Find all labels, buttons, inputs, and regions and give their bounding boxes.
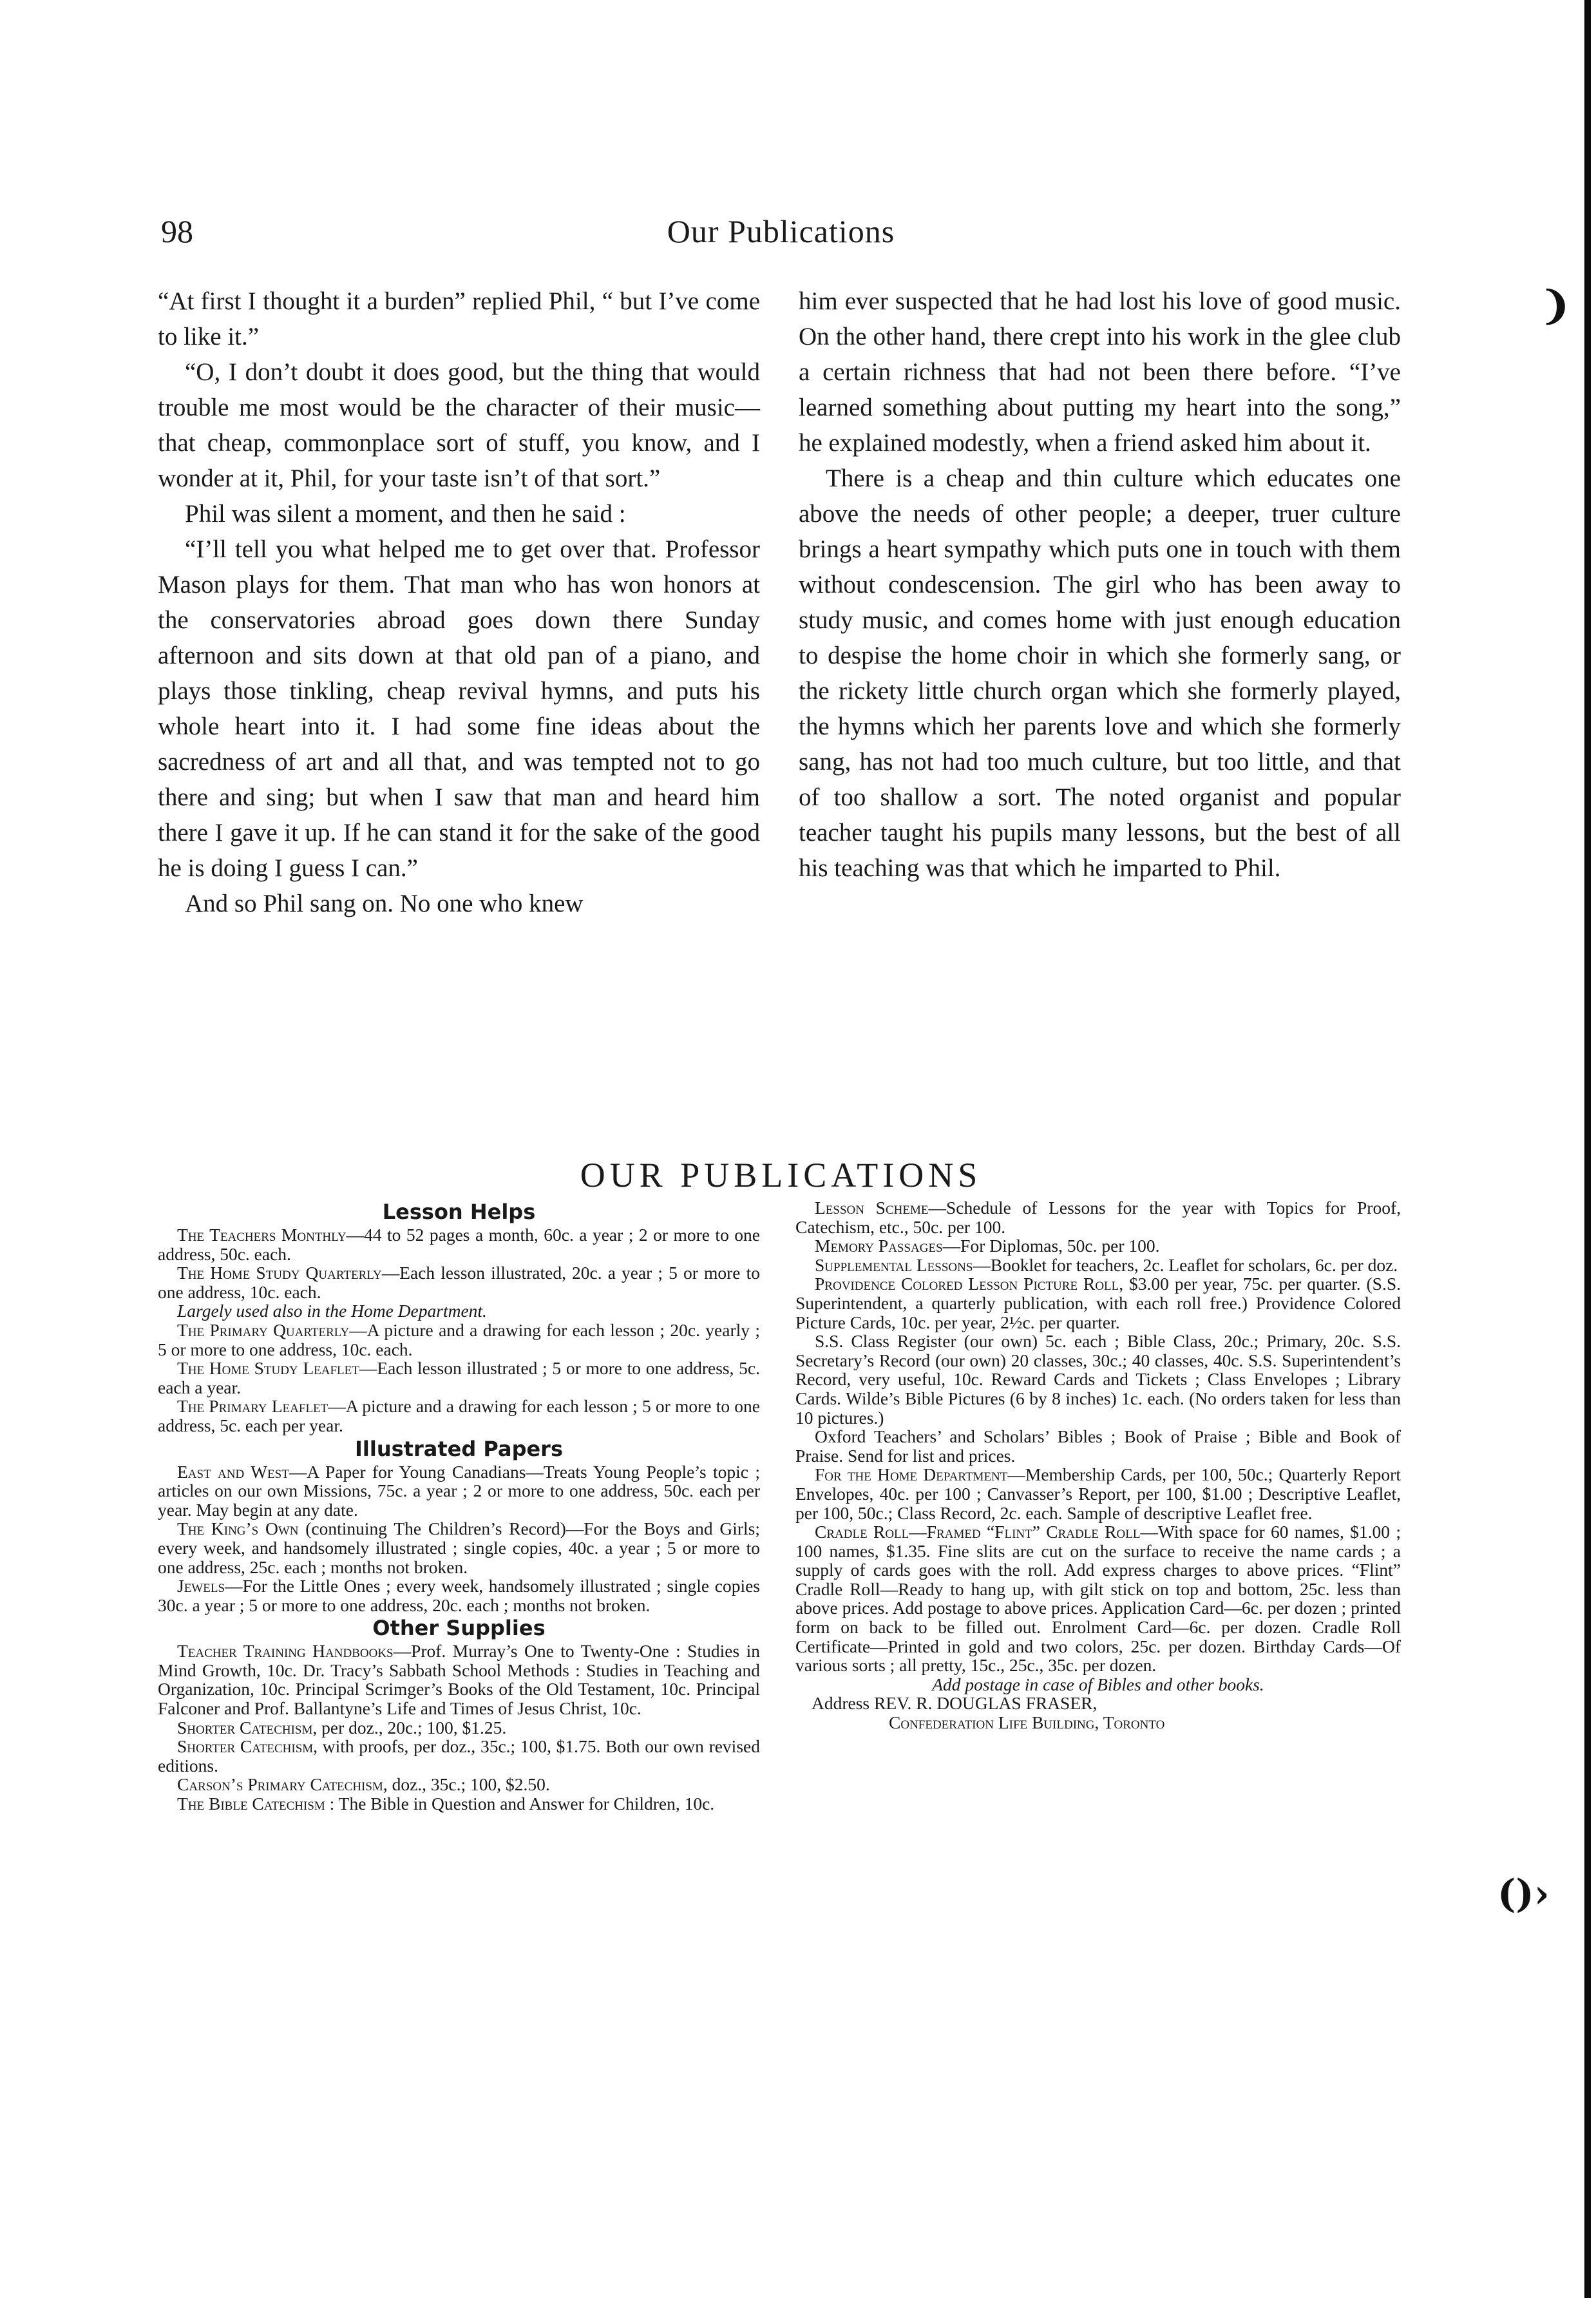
publication-name: Carson’s Primary Catechism [177,1774,383,1795]
page-edge-shadow [1584,0,1591,2298]
publication-name: Jewels [177,1576,225,1596]
publication-entry [158,1263,760,1301]
publication-entry [158,1397,760,1435]
publication-name: Lesson Scheme [815,1198,929,1218]
publication-entry [795,1236,1401,1256]
publication-details: —Membership Cards, per 100, 50c.; Quarterly Report Envelopes, 40c. per 100 ; Canvasser’s Report, per 100, $1.00 ; Descriptive Leaflet, per 100, 50c.; Class Record, 2c. each. Sample of descriptive Leaflet free. [795,1464,1401,1523]
publication-entry [158,1462,760,1520]
story-column-right [799,283,1401,886]
publication-entry [795,1465,1401,1522]
margin-blot-bottom: ()› [1497,1872,1550,1917]
publication-name: The Home Study Quarterly [177,1263,382,1283]
story-paragraph: “I’ll tell you what helped me to get over that. Professor Mason plays for them. That man who has won honors at the conservatories abroad goes down there Sunday afternoon and sits down at that old pan of a piano, and plays those tinkling, cheap revival hymns, and puts his whole heart into it. I had some fine ideas about the sacredness of art and all that, and was tempted not to go there and sing; but when I saw that man and heard him there I gave it up. If he can stand it for the sake of the good he is doing I guess I can.” [158,535,760,882]
publication-entry [158,1794,760,1814]
publication-details: —Prof. Murray’s One to Twenty-One : Studies in Mind Growth, 10c. Dr. Tracy’s Sabbath School Methods : Studies in Teaching and Organization, 10c. Principal Scrimger’s Books of the Old Testament, 10c. Principal Falconer and Prof. Ballantyne’s Life and Times of Jesus Christ, 10c. [158,1641,760,1719]
publication-details: —A picture and a drawing for each lesson ; 20c. yearly ; 5 or more to one address, 10c. each. [158,1319,760,1359]
publication-entry [158,1737,760,1775]
publication-name: The Teachers Monthly [177,1225,347,1245]
address-building: Confederation Life Building, Toronto [889,1712,1165,1733]
publication-entry: Oxford Teachers’ and Scholars’ Bibles ; Book of Praise ; Bible and Book of Praise. Send for list and prices. [795,1426,1401,1466]
publication-entry: S.S. Class Register (our own) 5c. each ; Bible Class, 20c.; Primary, 20c. S.S. Secretary’s Record (our own) 20 classes, 30c.; 40 classes, 40c. S.S. Superintendent’s Record, very useful, 10c. Reward Cards and Tickets ; Class Envelopes ; Library Cards. Wilde’s Bible Pictures (6 by 8 inches) 1c. each. (No orders taken for less than 10 pictures.) [795,1331,1401,1428]
address-line: Address REV. R. DOUGLAS FRASER, [812,1693,1097,1714]
publication-entry [795,1256,1401,1275]
publication-entry [158,1642,760,1718]
publication-name: The Primary Leaflet [177,1396,328,1417]
publication-entry [795,1522,1401,1675]
margin-blot-top: ❩ [1539,283,1572,329]
publication-name: For the Home Department [815,1464,1008,1485]
section-title: OUR PUBLICATIONS [580,1156,982,1194]
publication-details: —For the Little Ones ; every week, handsomely illustrated ; single copies 30c. a year ; 5 or more to one address, 20c. each ; months not broken. [158,1576,760,1615]
publication-name: Supplemental Lessons [815,1254,973,1275]
publication-name: The King’s Own [177,1518,299,1539]
story-paragraph: There is a cheap and thin culture which educates one above the needs of other people; a deeper, truer culture brings a heart sympathy which puts one in touch with them without condescension. The girl who has been away to study music, and comes home with just enough education to despise the home choir in which she formerly sang, or the rickety little church organ which she formerly played, the hymns which her parents love and which she formerly sang, has not had too much culture, but too little, and that of too shallow a sort. The noted organist and popular teacher taught his pupils many lessons, but the best of all his teaching was that which he imparted to Phil. [799,464,1401,882]
publication-entry [158,1718,760,1738]
publication-details: —44 to 52 pages a month, 60c. a year ; 2 or more to one address, 50c. each. [158,1225,760,1264]
publication-details: —A picture and a drawing for each lesson ; 5 or more to one address, 5c. each per year. [158,1396,760,1435]
page-number: 98 [161,213,193,249]
publication-details: , $3.00 per year, 75c. per quarter. (S.S. Superintendent, a quarterly publication, with each roll free.) Providence Colored Picture Cards, 10c. per year, 2½c. per quarter. [795,1274,1401,1332]
story-paragraph: “At first I thought it a burden” replied Phil, “ but I’ve come to like it.” [158,287,760,350]
publication-entry [795,1274,1401,1332]
publications-subheading: Other Supplies [372,1616,546,1641]
publication-name: Shorter Catechism [177,1736,314,1757]
publication-name: Shorter Catechism [177,1717,313,1738]
publication-name: Teacher Training Handbooks [177,1641,394,1661]
publication-name: Providence Colored Lesson Picture Roll [815,1274,1119,1294]
publication-entry [795,1198,1401,1236]
publication-details: —With space for 60 names, $1.00 ; 100 names, $1.35. Fine slits are cut on the surface to receive the name cards ; a supply of cards goes with the roll. Add express charges to above prices. “Flint” Cradle Roll—Ready to hang up, with gilt stick on top and bottom, 25c. less than above prices. Add postage to above prices. Application Card—6c. per dozen ; printed form on back to be filled out. Enrolment Card—6c. per dozen. Cradle Roll Certificate—Printed in gold and two colors, 25c. per dozen. Birthday Cards—Of various sorts ; all pretty, 15c., 25c., 35c. per dozen. [795,1522,1401,1676]
page-header [161,213,1401,258]
publication-name: East and West [177,1461,289,1482]
publication-entry [158,1321,760,1359]
publications-column-left [158,1198,760,1814]
publication-entry [158,1225,760,1263]
publications-subheading: Illustrated Papers [354,1436,563,1461]
running-head: Our Publications [667,213,895,249]
publication-details: —Booklet for teachers, 2c. Leaflet for scholars, 6c. per doz. [973,1254,1398,1275]
publication-entry [158,1576,760,1614]
publication-details: —For Diplomas, 50c. per 100. [942,1236,1160,1256]
story-paragraph: And so Phil sang on. No one who knew [185,890,584,917]
publication-note: Largely used also in the Home Department. [177,1301,487,1321]
story-column-left [158,283,760,921]
publication-details: (continuing The Children’s Record)—For the Boys and Girls; every week, and handsomely illustrated ; single copies, 40c. a year ; 5 or more to one address, 25c. each ; months not broken. [158,1518,760,1577]
publication-details: —A Paper for Young Canadians—Treats Young People’s topic ; articles on our own Missions, 75c. a year ; 2 or more to one address, 50c. each per year. May begin at any date. [158,1461,760,1520]
publication-details: —Schedule of Lessons for the year with Topics for Proof, Catechism, etc., 50c. per 100. [795,1198,1401,1237]
publications-column-right [795,1198,1401,1732]
story-paragraph: him ever suspected that he had lost his love of good music. On the other hand, there crept into his work in the glee club a certain richness that had not been there before. “I’ve learned something about putting my heart into the song,” he explained modestly, when a friend asked him about it. [799,287,1401,457]
publications-subheading: Lesson Helps [382,1200,536,1224]
postage-note: Add postage in case of Bibles and other books. [932,1674,1264,1694]
story-paragraph: “O, I don’t doubt it does good, but the thing that would trouble me most would be the character of their music—that cheap, commonplace sort of stuff, you know, and I wonder at it, Phil, for your taste isn’t of that sort.” [158,358,760,492]
publication-name: Cradle Roll—Framed “Flint” Cradle Roll [815,1522,1141,1542]
publication-details: , doz., 35c.; 100, $2.50. [383,1774,550,1795]
publication-name: The Bible Catechism [177,1794,325,1814]
publication-details: , per doz., 20c.; 100, $1.25. [312,1717,507,1738]
publication-name: The Home Study Leaflet [177,1358,359,1379]
publication-entry [158,1359,760,1397]
publication-entry [158,1519,760,1576]
publication-name: Memory Passages [815,1236,943,1256]
publication-details: —Each lesson illustrated, 20c. a year ; 5 or more to one address, 10c. each. [158,1263,760,1302]
story-paragraph: Phil was silent a moment, and then he said : [185,500,626,528]
publication-details: , with proofs, per doz., 35c.; 100, $1.75. Both our own revised editions. [158,1736,760,1776]
publication-details: —Each lesson illustrated ; 5 or more to one address, 5c. each a year. [158,1358,761,1397]
publication-details: : The Bible in Question and Answer for Children, 10c. [325,1794,715,1814]
publication-name: The Primary Quarterly [177,1319,350,1340]
publication-entry [158,1775,760,1794]
